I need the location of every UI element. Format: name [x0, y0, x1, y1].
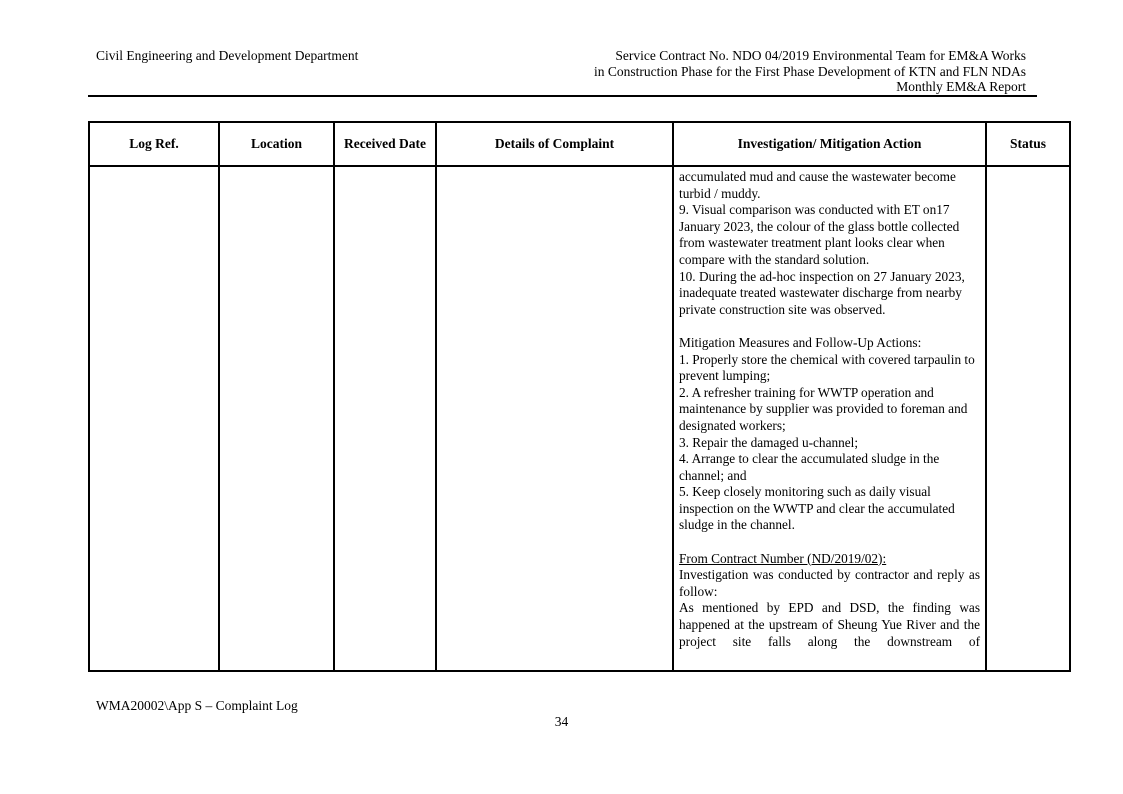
complaint-log-table: [88, 121, 1071, 672]
table-row: [89, 166, 1070, 671]
investigation-paragraph: 5. Keep closely monitoring such as daily visual inspection on the WWTP and clear the accumulated sludge in the channel.: [679, 484, 955, 533]
investigation-paragraph: accumulated mud and cause the wastewater become turbid / muddy.: [679, 169, 956, 201]
cell-location: [219, 166, 334, 671]
cell-received-date: [334, 166, 436, 671]
cell-log-ref: [89, 166, 219, 671]
header-department: Civil Engineering and Development Department: [96, 48, 359, 63]
col-header-received-date: Received Date: [334, 122, 436, 166]
investigation-paragraph: As mentioned by EPD and DSD, the finding was happened at the upstream of Sheung Yue River and the project site falls along the downstream of: [679, 600, 980, 649]
investigation-paragraph: 1. Properly store the chemical with covered tarpaulin to prevent lumping;: [679, 351, 975, 384]
col-header-details: Details of Complaint: [436, 122, 673, 166]
header-contract-line-1: Service Contract No. NDO 04/2019 Environmental Team for EM&A Works: [615, 48, 1026, 63]
header-divider: [88, 95, 1037, 97]
header-contract-info: [594, 48, 1026, 95]
investigation-paragraph: 4. Arrange to clear the accumulated sludge in the channel; and: [679, 451, 940, 483]
blank-line: [679, 318, 980, 335]
investigation-paragraph: 9. Visual comparison was conducted with ET on17 January 2023, the colour of the glass bottle collected from wastewater treatment plant looks clear when compare with the standard solution.: [679, 202, 960, 267]
footer-reference: WMA20002\App S – Complaint Log: [96, 698, 298, 713]
col-header-status: Status: [986, 122, 1070, 166]
investigation-paragraph: 3. Repair the damaged u-channel;: [679, 434, 859, 450]
investigation-cell: [674, 167, 985, 670]
blank-line: [679, 534, 980, 551]
col-header-investigation: Investigation/ Mitigation Action: [673, 122, 986, 166]
investigation-paragraph: Mitigation Measures and Follow-Up Actions:: [679, 334, 922, 350]
cell-status: [986, 166, 1070, 671]
cell-details: [436, 166, 673, 671]
investigation-paragraph: 10. During the ad-hoc inspection on 27 January 2023, inadequate treated wastewater discharge from nearby private construction site was observed.: [679, 268, 965, 317]
investigation-paragraph: From Contract Number (ND/2019/02):: [679, 550, 887, 566]
col-header-log-ref: Log Ref.: [89, 122, 219, 166]
table-header-row: [89, 122, 1070, 166]
cell-investigation: [673, 166, 986, 671]
investigation-paragraph: 2. A refresher training for WWTP operation and maintenance by supplier was provided to foreman and designated workers;: [679, 384, 968, 433]
header-contract-line-2: in Construction Phase for the First Phase Development of KTN and FLN NDAs: [594, 63, 1026, 79]
page-number: 34: [554, 714, 569, 729]
investigation-paragraph: Investigation was conducted by contractor and reply as follow:: [679, 567, 980, 599]
col-header-location: Location: [219, 122, 334, 166]
header-report-title: Monthly EM&A Report: [896, 79, 1026, 95]
